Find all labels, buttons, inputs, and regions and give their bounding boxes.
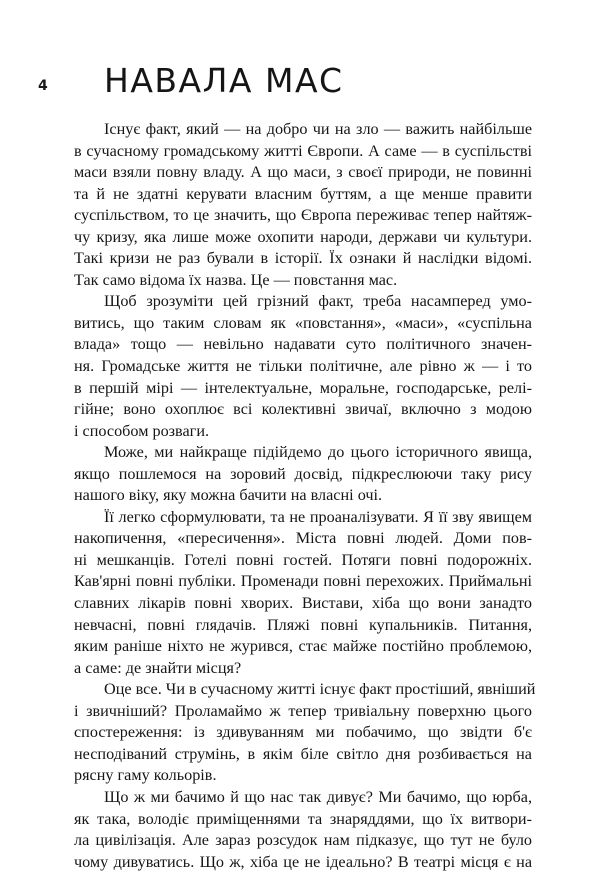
text-line: Може, ми найкраще підійдемо до цього історичного явища,: [104, 443, 532, 462]
text-line: в першій мірі — інтелектуальне, моральне, господарське, релі-: [74, 378, 532, 397]
text-line: як така, володіє приміщеннями та знаряддями, що їх витвори-: [74, 809, 532, 828]
paragraph: [74, 679, 536, 787]
page-number: 4: [38, 78, 48, 94]
text-line: влада» тощо — невільно надавати суто політичного значен-: [74, 335, 532, 354]
text-line: маси взяли повну владу. А що маси, з своєї природи, не повинні: [74, 163, 532, 182]
text-line: славних лікарів повні хворих. Вистави, хіба що вони занадто: [74, 594, 532, 613]
text-line: а саме: де знайти місця?: [74, 658, 242, 677]
text-line: Щоб зрозуміти цей грізний факт, треба насамперед умо-: [104, 292, 532, 311]
text-line: невчасні, повні глядачів. Пляжі повні купальників. Питання,: [74, 615, 532, 634]
text-line: накопичення, «пересичення». Міста повні людей. Доми пов-: [74, 529, 532, 548]
text-line: ня. Громадське життя не тільки політичне, але рівно ж — і то: [74, 357, 532, 376]
text-line: в сучасному громадському житті Європи. А саме — в суспільстві: [74, 141, 532, 160]
text-line: несподіваний струмінь, в якім біле світло дня розбивається на: [74, 744, 532, 763]
text-line: ні мешканців. Готелі повні гостей. Потяги повні подорожніх.: [74, 550, 532, 569]
text-line: суспільством, то це значить, що Європа переживає тепер найтяж-: [74, 206, 532, 225]
text-line: якщо пошлемося на зоровий досвід, підкреслюючи таку рису: [74, 464, 532, 483]
paragraph: [74, 787, 532, 873]
text-line: витись, що таким словам як «повстання», «маси», «суспільна: [74, 313, 532, 332]
text-line: ла цивілізація. Але зараз розсудок нам підказує, що тут не було: [74, 831, 532, 850]
text-line: Такі кризи не раз бували в історії. Їх ознаки й наслідки відомі.: [74, 249, 532, 268]
text-line: яким раніше ніхто не журився, стає майже постійно проблемою,: [74, 637, 532, 656]
text-line: нашого віку, яку можна бачити на власні очі.: [74, 486, 383, 505]
text-line: чу кризу, яка лише може охопити народи, держави чи культури.: [74, 227, 532, 246]
text-line: та й не здатні керувати власним буттям, а ще менше правити: [74, 184, 532, 203]
text-line: Так само відома їх назва. Це — повстання мас.: [74, 270, 398, 289]
text-line: Оце все. Чи в сучасному житті існує факт простіший, явніший: [104, 680, 536, 699]
text-line: Існує факт, який — на добро чи на зло — важить найбільше: [104, 120, 532, 138]
text-line: Кав'ярні повні публіки. Променади повні перехожих. Приймальні: [74, 572, 532, 591]
chapter-title: НАВАЛА МАС: [104, 61, 344, 100]
text-line: чому дивуватись. Що ж, хіба це не ідеально? В театрі місця є на: [74, 852, 532, 871]
text-line: гійне; воно охоплює всі колективні звичаї, включно з модою: [74, 400, 532, 419]
paragraph: [74, 507, 532, 679]
paragraph: [74, 291, 532, 442]
text-line: Її легко сформулювати, та не проаналізувати. Я її зву явищем: [104, 507, 532, 526]
paragraph: [74, 442, 532, 507]
text-line: спостереження: із здивуванням ми побачимо, що звідти б'є: [74, 723, 532, 742]
body-text: [74, 119, 536, 873]
paragraph: [74, 119, 532, 291]
text-line: Що ж ми бачимо й що нас так дивує? Ми бачимо, що юрба,: [104, 787, 532, 806]
text-line: рясну гаму кольорів.: [74, 766, 217, 785]
text-line: і звичніший? Проламаймо ж тепер тривіальну поверхню цього: [74, 701, 532, 720]
text-line: і способом розваги.: [74, 421, 210, 440]
